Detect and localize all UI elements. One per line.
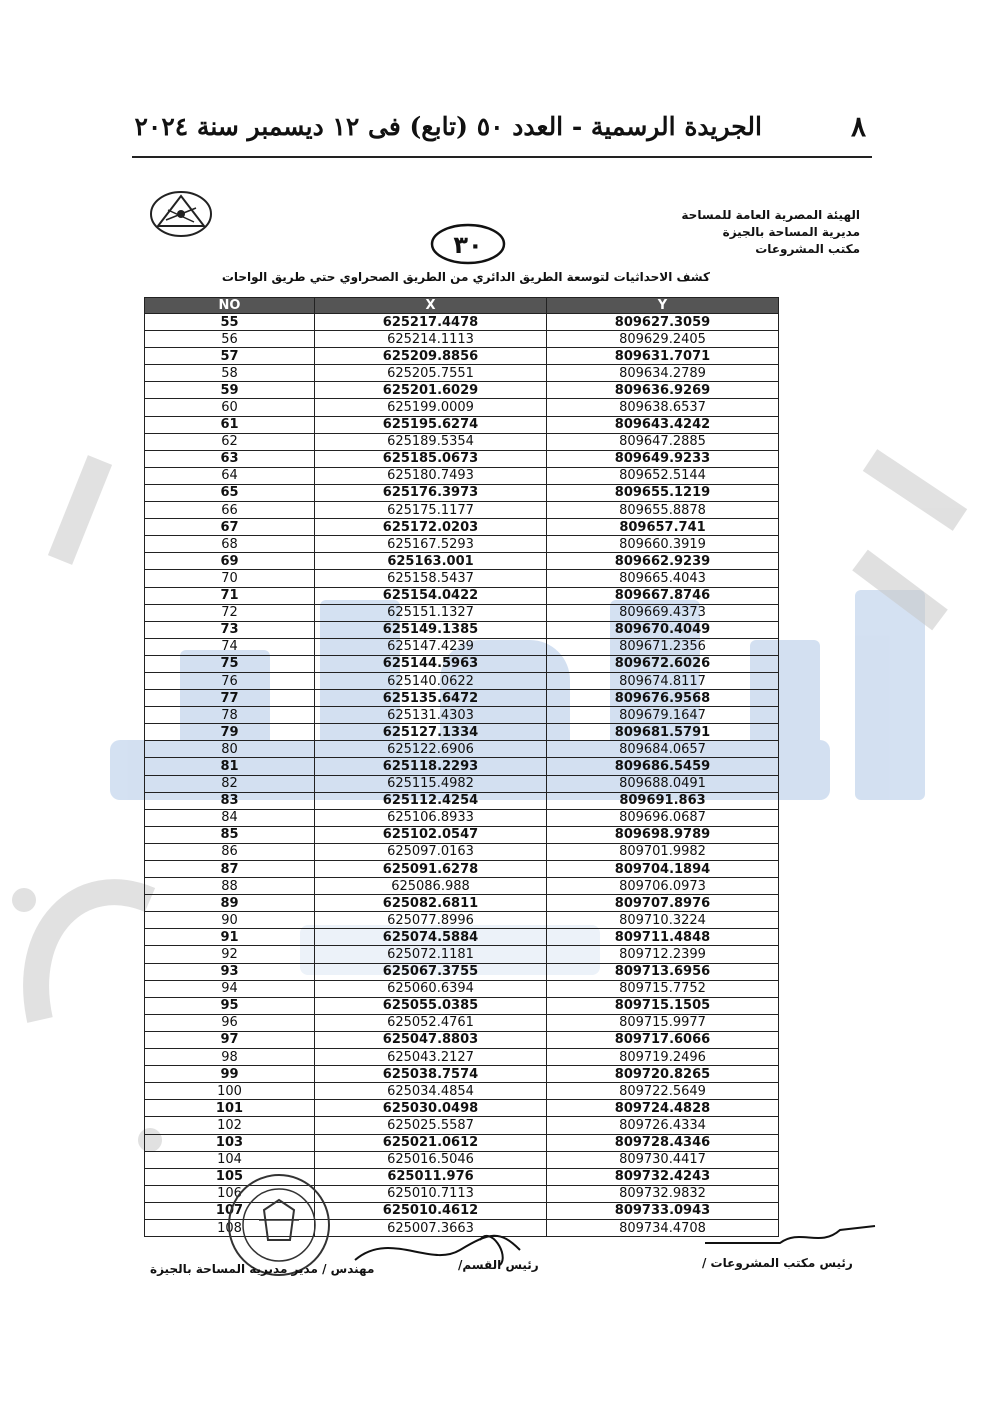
cell-y: 809679.1647 [547,707,779,724]
table-row [145,672,779,689]
cell-no: 86 [145,843,315,860]
cell-y: 809724.4828 [547,1100,779,1117]
cell-no: 94 [145,980,315,997]
cell-no: 74 [145,638,315,655]
cell-y: 809629.2405 [547,331,779,348]
cell-no: 82 [145,775,315,792]
cell-x: 625163.001 [315,553,547,570]
cell-x: 625106.8933 [315,809,547,826]
cell-y: 809670.4049 [547,621,779,638]
cell-x: 625077.8996 [315,912,547,929]
cell-x: 625127.1334 [315,724,547,741]
cell-y: 809636.9269 [547,382,779,399]
table-header-row [145,298,779,314]
org-line-authority: الهيئة المصرية العامة للمساحة [681,208,860,222]
cell-no: 105 [145,1168,315,1185]
table-row [145,946,779,963]
cell-y: 809647.2885 [547,433,779,450]
cell-y: 809657.741 [547,519,779,536]
coordinates-table [144,297,779,1237]
table-row [145,467,779,484]
cell-no: 107 [145,1202,315,1219]
cell-no: 106 [145,1185,315,1202]
cell-no: 79 [145,724,315,741]
cell-no: 75 [145,655,315,672]
cell-y: 809713.6956 [547,963,779,980]
header-y: Y [547,298,779,314]
table-row [145,1134,779,1151]
cell-x: 625201.6029 [315,382,547,399]
organization-block [600,207,860,258]
cell-no: 60 [145,399,315,416]
cell-no: 76 [145,672,315,689]
cell-no: 91 [145,929,315,946]
cell-y: 809715.1505 [547,997,779,1014]
page-number: ٨ [850,110,866,143]
table-row [145,1031,779,1048]
table-row [145,314,779,331]
cell-y: 809667.8746 [547,587,779,604]
cell-x: 625011.976 [315,1168,547,1185]
cell-x: 625214.1113 [315,331,547,348]
table-row [145,775,779,792]
cell-y: 809634.2789 [547,365,779,382]
table-row [145,1066,779,1083]
cell-y: 809722.5649 [547,1083,779,1100]
cell-no: 61 [145,416,315,433]
cell-y: 809686.5459 [547,758,779,775]
cell-y: 809662.9239 [547,553,779,570]
cell-x: 625195.6274 [315,416,547,433]
cell-no: 71 [145,587,315,604]
cell-no: 59 [145,382,315,399]
cell-no: 65 [145,484,315,501]
cell-y: 809734.4708 [547,1219,779,1236]
cell-y: 809730.4417 [547,1151,779,1168]
cell-y: 809665.4043 [547,570,779,587]
cell-y: 809669.4373 [547,604,779,621]
document-title: كشف الاحداثيات لتوسعة الطريق الدائري من الطريق الصحراوي حتي طريق الواحات [221,270,710,284]
org-line-office: مكتب المشروعات [755,242,860,256]
cell-x: 625151.1327 [315,604,547,621]
table-row [145,878,779,895]
cell-x: 625118.2293 [315,758,547,775]
header-x: X [315,298,547,314]
table-row [145,758,779,775]
cell-y: 809631.7071 [547,348,779,365]
table-row [145,895,779,912]
cell-y: 809715.9977 [547,1014,779,1031]
cell-y: 809691.863 [547,792,779,809]
cell-y: 809627.3059 [547,314,779,331]
cell-no: 100 [145,1083,315,1100]
table-row [145,1049,779,1066]
cell-x: 625158.5437 [315,570,547,587]
cell-no: 62 [145,433,315,450]
cell-no: 81 [145,758,315,775]
cell-no: 58 [145,365,315,382]
table-row [145,690,779,707]
cell-x: 625176.3973 [315,484,547,501]
table-row [145,365,779,382]
cell-no: 73 [145,621,315,638]
table-row [145,809,779,826]
cell-no: 67 [145,519,315,536]
cell-y: 809732.4243 [547,1168,779,1185]
cell-x: 625180.7493 [315,467,547,484]
cell-no: 63 [145,450,315,467]
cell-x: 625025.5587 [315,1117,547,1134]
cell-y: 809728.4346 [547,1134,779,1151]
cell-y: 809711.4848 [547,929,779,946]
cell-x: 625172.0203 [315,519,547,536]
cell-y: 809706.0973 [547,878,779,895]
cell-x: 625030.0498 [315,1100,547,1117]
handwritten-page-number [428,222,508,266]
cell-no: 101 [145,1100,315,1117]
cell-x: 625034.4854 [315,1083,547,1100]
cell-y: 809671.2356 [547,638,779,655]
cell-y: 809655.8878 [547,502,779,519]
cell-y: 809710.3224 [547,912,779,929]
cell-x: 625055.0385 [315,997,547,1014]
cell-y: 809701.9982 [547,843,779,860]
cell-x: 625052.4761 [315,1014,547,1031]
cell-y: 809638.6537 [547,399,779,416]
cell-x: 625043.2127 [315,1049,547,1066]
cell-no: 95 [145,997,315,1014]
cell-y: 809733.0943 [547,1202,779,1219]
signature-projects-office-head: رئيس مكتب المشروعات / [702,1256,853,1270]
table-row [145,792,779,809]
cell-y: 809707.8976 [547,895,779,912]
cell-no: 102 [145,1117,315,1134]
cell-y: 809681.5791 [547,724,779,741]
cell-x: 625112.4254 [315,792,547,809]
cell-x: 625209.8856 [315,348,547,365]
cell-no: 99 [145,1066,315,1083]
cell-no: 98 [145,1049,315,1066]
cell-no: 55 [145,314,315,331]
table-row [145,1117,779,1134]
cell-no: 96 [145,1014,315,1031]
cell-no: 64 [145,467,315,484]
table-row [145,980,779,997]
cell-no: 70 [145,570,315,587]
circle-mark-icon [428,222,508,266]
table-row [145,843,779,860]
cell-no: 78 [145,707,315,724]
gazette-title: الجريدة الرسمية - العدد ٥٠ (تابع) فى ١٢ ديسمبر سنة ٢٠٢٤ [134,112,762,141]
cell-x: 625074.5884 [315,929,547,946]
table-row [145,963,779,980]
signature-director: مهندس / مدير مديرية المساحة بالجيزة [150,1262,375,1276]
table-row [145,1083,779,1100]
table-row [145,1014,779,1031]
table-row [145,1100,779,1117]
cell-y: 809726.4334 [547,1117,779,1134]
cell-no: 87 [145,861,315,878]
table-row [145,826,779,843]
cell-no: 85 [145,826,315,843]
cell-no: 88 [145,878,315,895]
cell-no: 72 [145,604,315,621]
table-row [145,707,779,724]
cell-no: 89 [145,895,315,912]
cell-x: 625154.0422 [315,587,547,604]
table-row [145,604,779,621]
cell-y: 809652.5144 [547,467,779,484]
table-row [145,433,779,450]
cell-no: 66 [145,502,315,519]
table-row [145,519,779,536]
cell-y: 809704.1894 [547,861,779,878]
cell-no: 90 [145,912,315,929]
table-row [145,638,779,655]
cell-y: 809688.0491 [547,775,779,792]
table-row [145,570,779,587]
cell-y: 809732.9832 [547,1185,779,1202]
table-row [145,502,779,519]
cell-x: 625189.5354 [315,433,547,450]
cell-no: 77 [145,690,315,707]
table-row [145,450,779,467]
page-stamp-number: ٣٠ [453,231,483,259]
cell-no: 56 [145,331,315,348]
table-row [145,997,779,1014]
table-row [145,861,779,878]
cell-no: 92 [145,946,315,963]
cell-x: 625131.4303 [315,707,547,724]
cell-y: 809698.9789 [547,826,779,843]
cell-no: 108 [145,1219,315,1236]
cell-no: 80 [145,741,315,758]
cell-no: 93 [145,963,315,980]
cell-no: 83 [145,792,315,809]
table-row [145,331,779,348]
cell-x: 625038.7574 [315,1066,547,1083]
cell-x: 625217.4478 [315,314,547,331]
cell-x: 625147.4239 [315,638,547,655]
table-row [145,484,779,501]
table-row [145,536,779,553]
org-line-directorate: مديرية المساحة بالجيزة [722,225,860,239]
table-row [145,912,779,929]
cell-no: 103 [145,1134,315,1151]
cell-no: 104 [145,1151,315,1168]
cell-x: 625097.0163 [315,843,547,860]
cell-y: 809717.6066 [547,1031,779,1048]
cell-x: 625021.0612 [315,1134,547,1151]
table-row [145,655,779,672]
cell-y: 809684.0657 [547,741,779,758]
cell-x: 625091.6278 [315,861,547,878]
table-row [145,587,779,604]
survey-authority-logo-icon [146,186,216,242]
cell-x: 625007.3663 [315,1219,547,1236]
cell-x: 625072.1181 [315,946,547,963]
cell-y: 809655.1219 [547,484,779,501]
table-row [145,348,779,365]
cell-y: 809660.3919 [547,536,779,553]
cell-no: 69 [145,553,315,570]
table-row [145,553,779,570]
signature-section-head: رئيس القسم/ [458,1258,539,1272]
cell-y: 809643.4242 [547,416,779,433]
cell-x: 625167.5293 [315,536,547,553]
cell-x: 625149.1385 [315,621,547,638]
cell-x: 625010.4612 [315,1202,547,1219]
table-body [145,314,779,1237]
cell-x: 625135.6472 [315,690,547,707]
cell-x: 625199.0009 [315,399,547,416]
cell-y: 809672.6026 [547,655,779,672]
cell-no: 84 [145,809,315,826]
cell-y: 809715.7752 [547,980,779,997]
table-row [145,399,779,416]
cell-x: 625082.6811 [315,895,547,912]
cell-x: 625016.5046 [315,1151,547,1168]
cell-y: 809676.9568 [547,690,779,707]
cell-x: 625175.1177 [315,502,547,519]
cell-no: 97 [145,1031,315,1048]
cell-x: 625086.988 [315,878,547,895]
cell-x: 625205.7551 [315,365,547,382]
cell-x: 625140.0622 [315,672,547,689]
cell-x: 625010.7113 [315,1185,547,1202]
cell-y: 809712.2399 [547,946,779,963]
table-row [145,724,779,741]
header-no: NO [145,298,315,314]
table-row [145,382,779,399]
gazette-header [132,108,872,158]
table-row [145,621,779,638]
cell-y: 809720.8265 [547,1066,779,1083]
table-row [145,929,779,946]
cell-no: 57 [145,348,315,365]
cell-y: 809696.0687 [547,809,779,826]
table-row [145,1151,779,1168]
cell-y: 809719.2496 [547,1049,779,1066]
cell-x: 625115.4982 [315,775,547,792]
cell-no: 68 [145,536,315,553]
table-row [145,416,779,433]
cell-x: 625185.0673 [315,450,547,467]
cell-x: 625067.3755 [315,963,547,980]
cell-x: 625060.6394 [315,980,547,997]
cell-x: 625144.5963 [315,655,547,672]
cell-y: 809649.9233 [547,450,779,467]
cell-x: 625047.8803 [315,1031,547,1048]
cell-x: 625122.6906 [315,741,547,758]
table-row [145,741,779,758]
cell-y: 809674.8117 [547,672,779,689]
cell-x: 625102.0547 [315,826,547,843]
